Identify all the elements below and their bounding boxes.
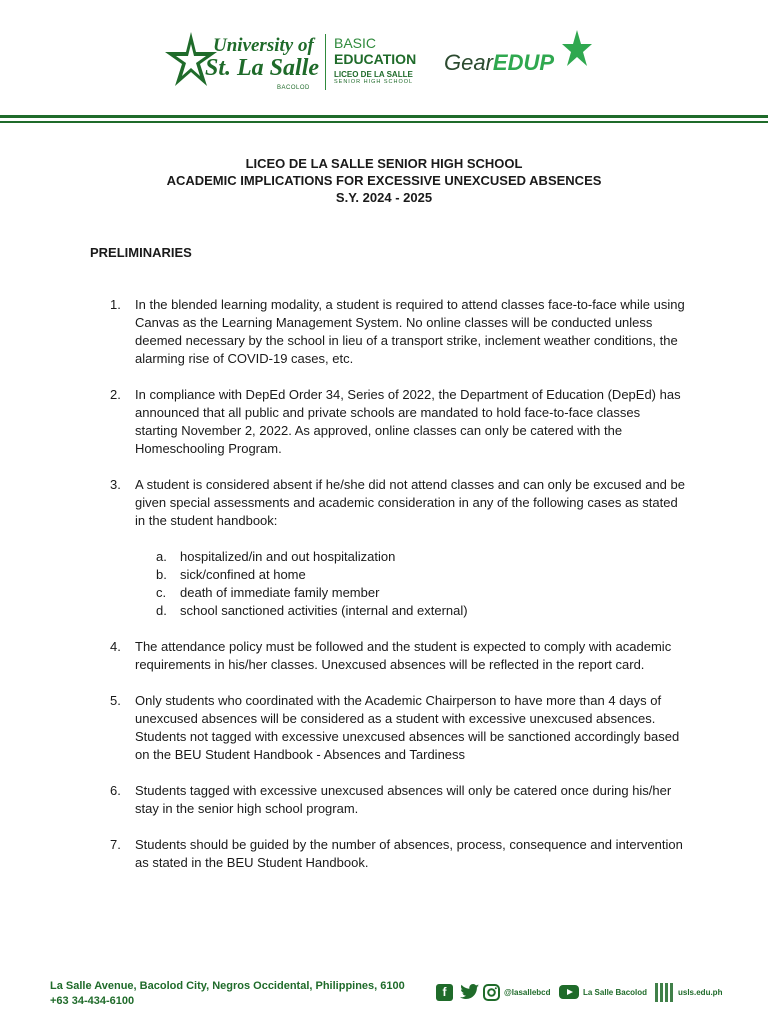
item-text: In compliance with DepEd Order 34, Series of 2022, the Department of Education (DepEd) has announced that all public and private schools are mandated to hold face-to-face classes starting November 2, 2022. As approved, online classes can only be catered with the Homeschooling Program.	[135, 387, 681, 456]
sub-list-item	[135, 602, 685, 620]
phone-text: +63 34-434-6100	[50, 995, 135, 1007]
address-text: La Salle Avenue, Bacolod City, Negros Occidental, Philippines, 6100	[50, 980, 405, 992]
sub-text: hospitalized/in and out hospitalization	[180, 549, 396, 564]
item-number: 3.	[110, 477, 121, 492]
usls-wordmark	[205, 36, 319, 80]
document-title	[0, 155, 768, 206]
be-education: EDUCATION	[334, 51, 417, 67]
sub-text: death of immediate family member	[180, 585, 380, 600]
be-shs: SENIOR HIGH SCHOOL	[334, 79, 414, 85]
item-text: A student is considered absent if he/she did not attend classes and can only be excused and be given special assessments and academic consideration in any of the following cases as stated in the student handbook:	[135, 477, 685, 528]
list-item	[110, 638, 685, 674]
header-divider	[325, 34, 326, 90]
header-rule-top	[0, 115, 768, 118]
title-line3: S.Y. 2024 - 2025	[335, 190, 433, 205]
item-number: 6.	[110, 783, 121, 798]
facebook-link[interactable]	[436, 983, 453, 1001]
sub-list	[135, 548, 685, 620]
be-liceo: LICEO DE LA SALLE	[334, 70, 413, 79]
title-line1: LICEO DE LA SALLE SENIOR HIGH SCHOOL	[245, 156, 523, 171]
item-text: Students should be guided by the number of absences, process, consequence and intervention as stated in the BEU Student Handbook.	[135, 837, 683, 870]
youtube-channel: La Salle Bacolod	[583, 987, 648, 997]
gear-wordmark	[444, 50, 554, 76]
item-number: 4.	[110, 639, 121, 654]
list-item	[110, 692, 685, 764]
arrow-star-icon	[562, 30, 592, 70]
twitter-link[interactable]	[460, 983, 479, 1001]
instagram-icon	[483, 984, 500, 1001]
sub-list-item	[135, 566, 685, 584]
list-item	[110, 836, 685, 872]
letterhead	[0, 0, 768, 125]
twitter-icon	[460, 984, 479, 1000]
website-text: usls.edu.ph	[678, 987, 723, 997]
youtube-link[interactable]	[559, 983, 647, 1001]
sub-letter: c.	[156, 585, 167, 600]
list-item	[110, 296, 685, 368]
be-basic: BASIC	[334, 35, 377, 51]
gear-up-text: EDUP	[492, 50, 555, 75]
item-text: In the blended learning modality, a student is required to attend classes face-to-face while using Canvas as the Learning Management System. No online classes will be conducted unless deemed necessary by the school in lieu of a transport strike, inclement weather conditions, the alarming rise of COVID-19 cases, etc.	[135, 297, 685, 366]
item-number: 5.	[110, 693, 121, 708]
item-text: Only students who coordinated with the Academic Chairperson to have more than 4 days of unexcused absences will be considered as a student with excessive unexcused absences. Students not tagged with excessive unexcused absences will be sanctioned accordingly based on the BEU Student Handbook - Absences and Tardiness	[135, 693, 680, 762]
footer-address	[50, 979, 405, 1009]
title-line2: ACADEMIC IMPLICATIONS FOR EXCESSIVE UNEXCUSED ABSENCES	[166, 173, 602, 188]
qr-code-icon	[655, 983, 674, 1002]
item-number: 7.	[110, 837, 121, 852]
gearedup-logo	[444, 30, 594, 90]
sub-list-item	[135, 548, 685, 566]
website-link[interactable]	[655, 983, 722, 1001]
list-item	[110, 782, 685, 818]
list-item	[110, 386, 685, 458]
sub-letter: b.	[156, 567, 167, 582]
preliminaries-list	[110, 296, 685, 890]
list-item	[110, 476, 685, 620]
usls-logo	[163, 28, 323, 94]
sub-text: sick/confined at home	[180, 567, 306, 582]
facebook-icon: f	[436, 984, 453, 1001]
instagram-link[interactable]	[483, 983, 551, 1001]
gear-text: Gear	[444, 50, 493, 75]
usls-city: BACOLOD	[277, 85, 310, 91]
social-handle: @lasallebcd	[504, 987, 551, 997]
sub-letter: a.	[156, 549, 167, 564]
sub-text: school sanctioned activities (internal and external)	[180, 603, 468, 618]
sub-list-item	[135, 584, 685, 602]
basic-education-logo	[334, 36, 416, 86]
usls-line2: St. La Salle	[205, 55, 320, 81]
youtube-icon	[559, 985, 579, 999]
item-number: 2.	[110, 387, 121, 402]
item-text: The attendance policy must be followed and the student is expected to comply with academic requirements in his/her classes. Unexcused absences will be reflected in the report card.	[135, 639, 672, 672]
header-rule-bottom	[0, 121, 768, 123]
item-text: Students tagged with excessive unexcused absences will only be catered once during his/her stay in the senior high school program.	[135, 783, 672, 816]
sub-letter: d.	[156, 603, 167, 618]
usls-line1: University of	[213, 35, 314, 56]
section-heading: PRELIMINARIES	[90, 245, 192, 260]
item-number: 1.	[110, 297, 121, 312]
